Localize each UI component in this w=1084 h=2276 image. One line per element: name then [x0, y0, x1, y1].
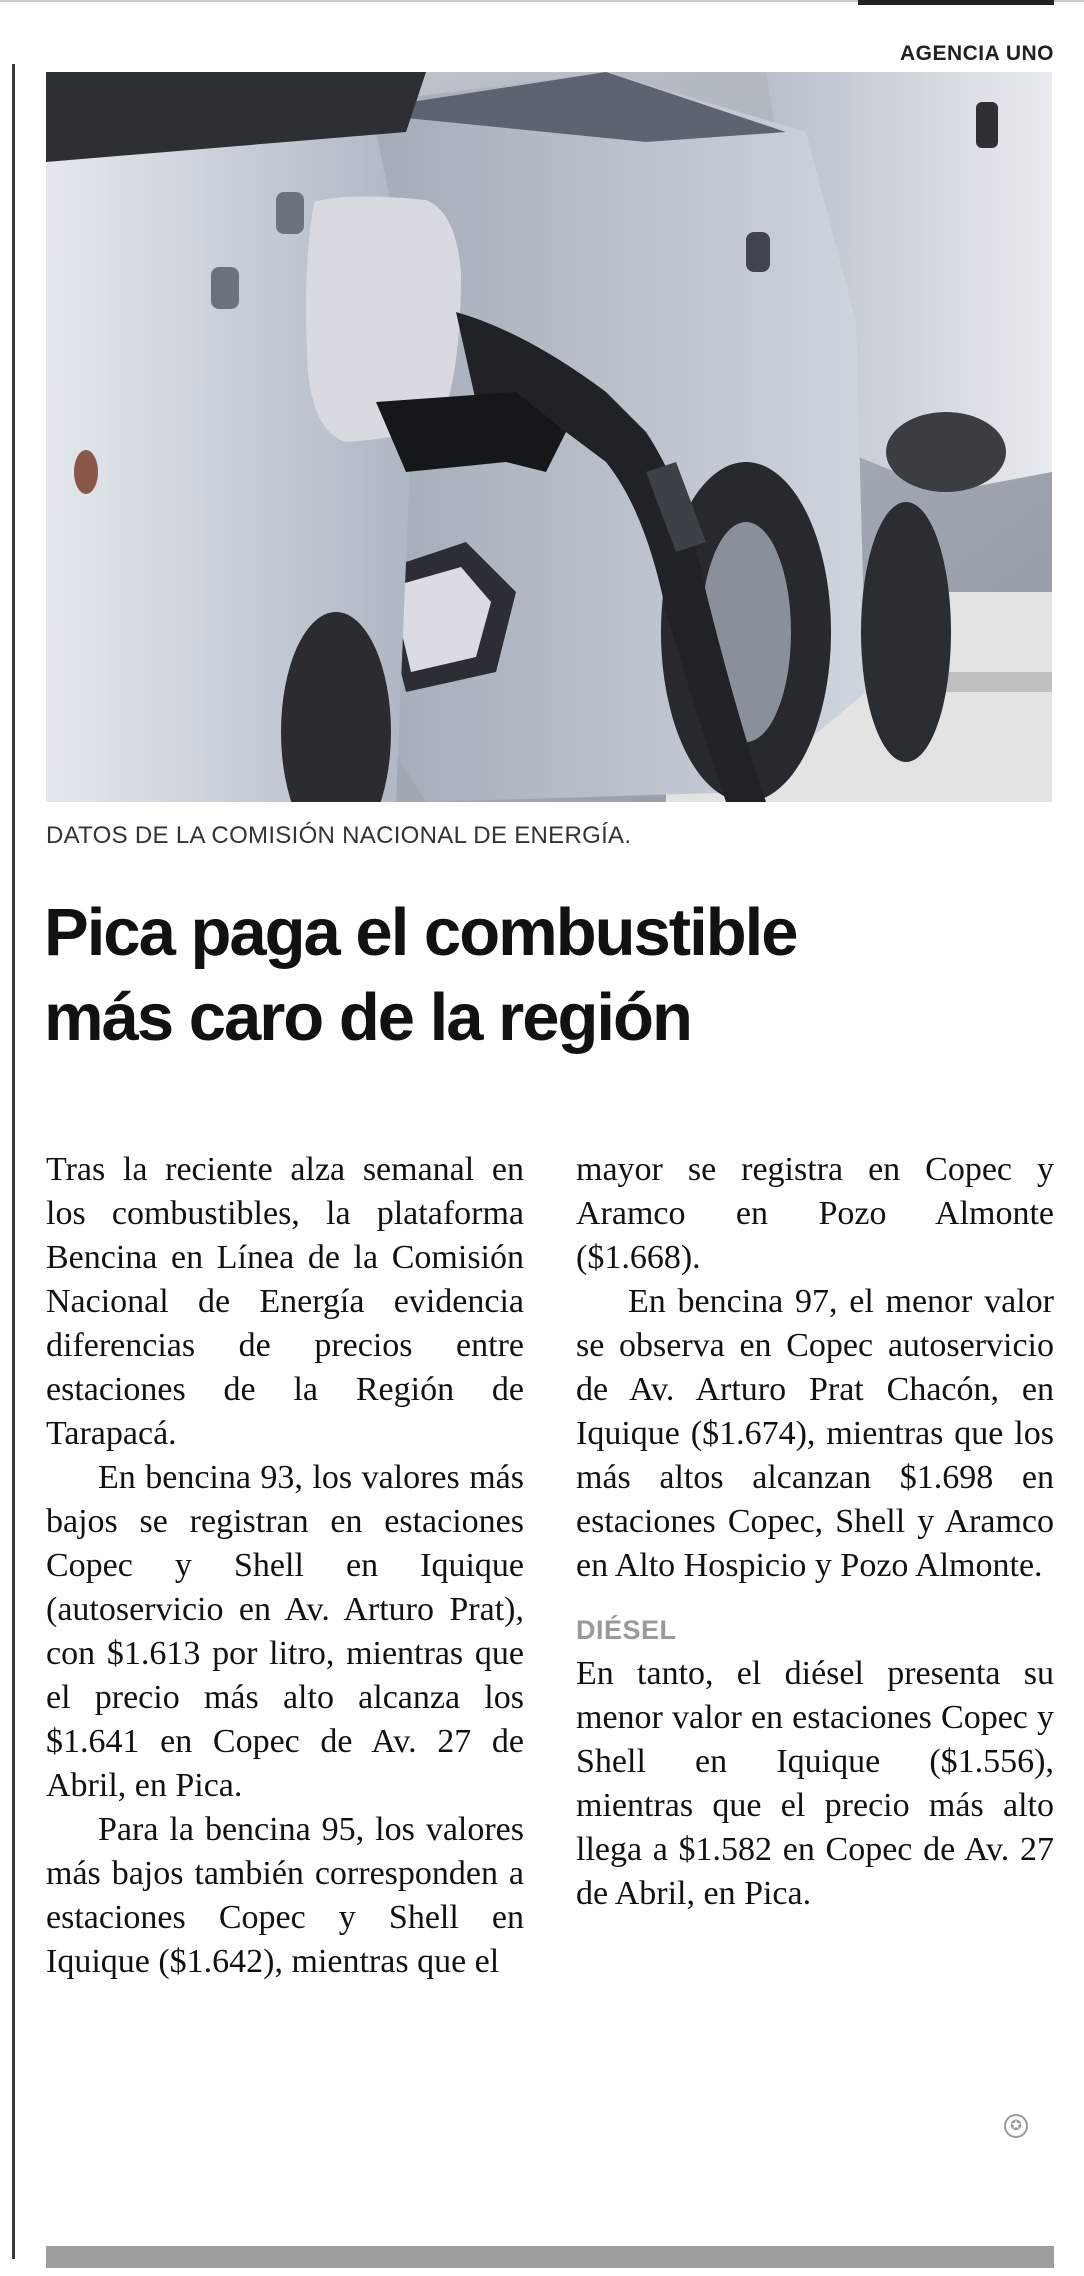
headline-line-2: más caro de la región: [44, 980, 691, 1055]
left-column-rule: [12, 64, 15, 2259]
paragraph-intro: Tras la reciente alza semanal en los combustibles, la plataforma Bencina en Línea de la Comisión Nacional de Energía evidencia diferencias de precios entre estaciones de la Región de Tarapacá.: [46, 1151, 524, 1452]
article-column-1: [46, 1148, 524, 1984]
paragraph-bencina-95-continued: mayor se registra en Copec y Aramco en Pozo Almonte ($1.668).: [576, 1151, 1054, 1276]
photo-credit: AGENCIA UNO: [899, 42, 1054, 65]
top-section-tab: [858, 0, 1054, 5]
subhead-diesel: DIÉSEL: [576, 1615, 677, 1645]
paragraph-bencina-93: En bencina 93, los valores más bajos se registran en estaciones Copec y Shell en Iquique (autoservicio en Av. Arturo Prat), con $1.613 por litro, mientras que el precio más alto alcanza los $1.641 en Copec de Av. 27 de Abril, en Pica.: [46, 1459, 524, 1804]
end-of-article-icon: ✪: [1004, 2114, 1028, 2138]
bottom-bar: [46, 2246, 1054, 2268]
paragraph-diesel: En tanto, el diésel presenta su menor valor en estaciones Copec y Shell en Iquique ($1.556), mientras que el precio más alto llega a $1.582 en Copec de Av. 27 de Abril, en Pica.: [576, 1655, 1054, 1912]
paragraph-bencina-95: Para la bencina 95, los valores más bajos también corresponden a estaciones Copec y Shell en Iquique ($1.642), mientras que el: [46, 1811, 524, 1980]
photo-caption: DATOS DE LA COMISIÓN NACIONAL DE ENERGÍA.: [46, 822, 632, 849]
headline-line-1: Pica paga el combustible: [44, 895, 797, 970]
photo-illustration: [46, 72, 1052, 802]
fuel-nozzle-photo: [46, 72, 1052, 802]
headline: [44, 890, 1054, 1060]
article-column-2: [576, 1148, 1054, 1916]
paragraph-bencina-97: En bencina 97, el menor valor se observa en Copec autoservicio de Av. Arturo Prat Chacón, en Iquique ($1.674), mientras que los más altos alcanzan $1.698 en estaciones Copec, Shell y Aramco en Alto Hospicio y Pozo Almonte.: [576, 1283, 1054, 1584]
